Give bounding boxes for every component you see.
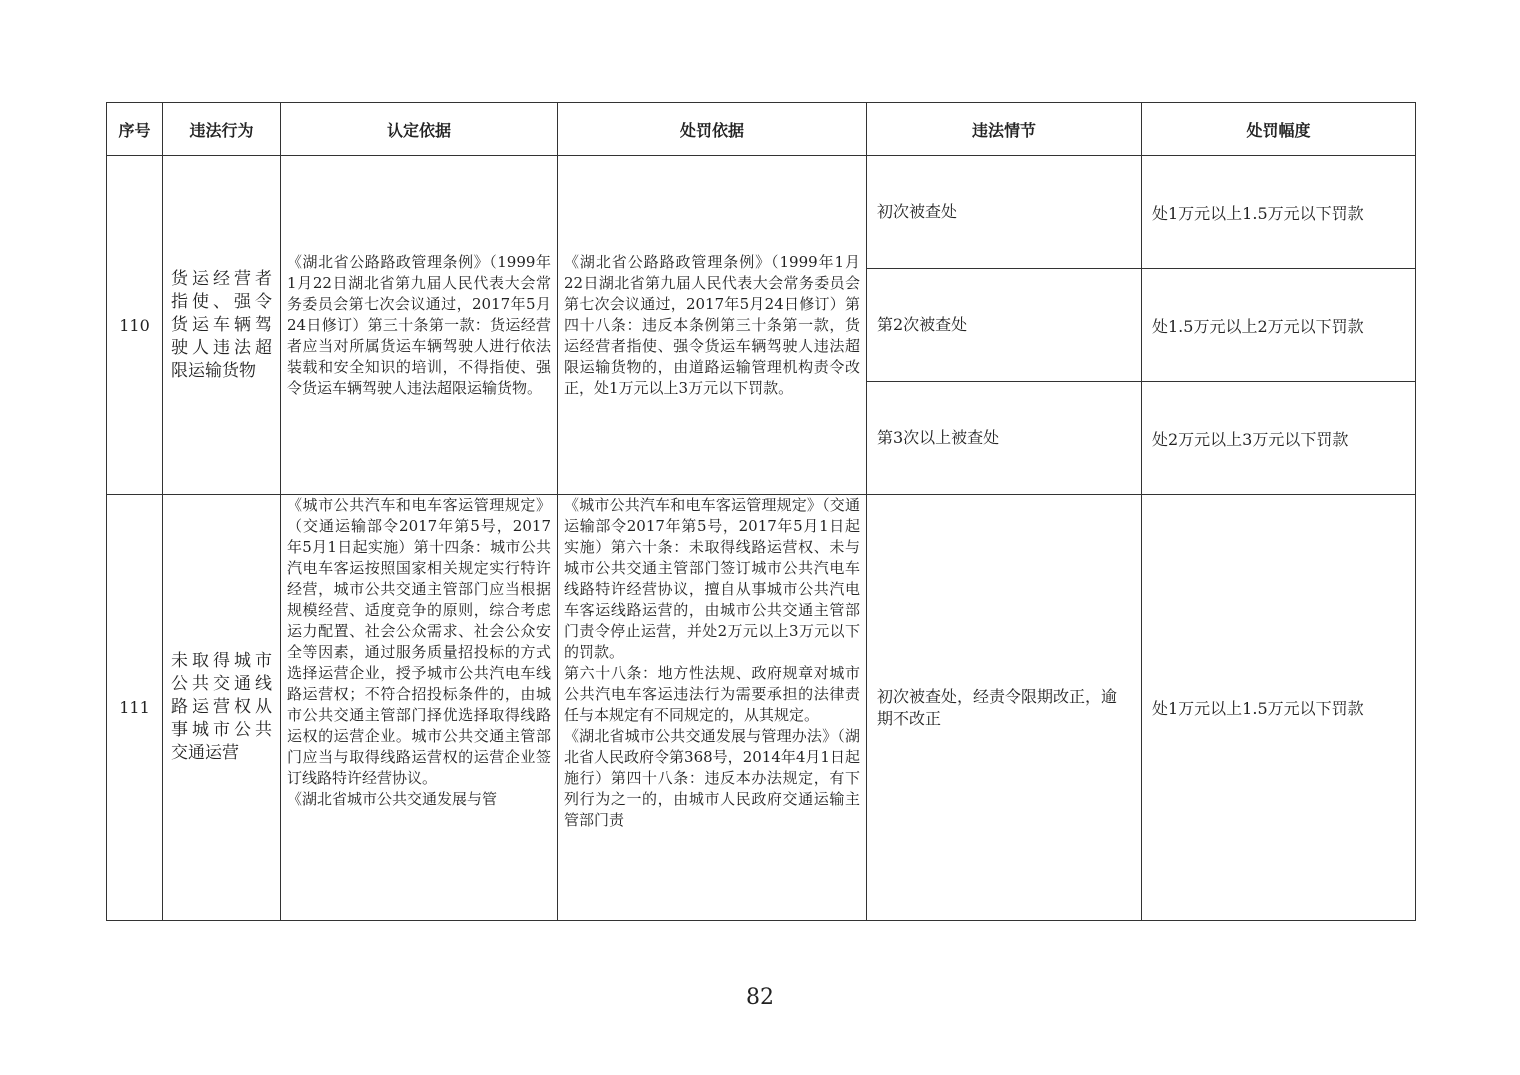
row-111-seq: 111: [107, 495, 163, 921]
header-seq: 序号: [107, 103, 163, 156]
header-act: 违法行为: [163, 103, 281, 156]
header-penalty-basis: 处罚依据: [558, 103, 867, 156]
row-111-penalty-para-3: 《湖北省城市公共交通发展与管理办法》（湖北省人民政府令第368号，2014年4月1日起施行）第四十八条：违反本办法规定，有下列行为之一的，由城市人民政府交通运输主管部门责: [564, 727, 860, 829]
row-111-basis: [281, 495, 558, 921]
penalty-table: [106, 102, 1416, 921]
row-111-circumstance-1: 初次被查处，经责令限期改正，逾期不改正: [867, 495, 1142, 921]
page-number: 82: [746, 985, 774, 1010]
table-row: [107, 495, 1416, 921]
table-row: [107, 156, 1416, 269]
row-110-range-2: 处1.5万元以上2万元以下罚款: [1142, 269, 1416, 382]
row-110-penalty-basis: 《湖北省公路路政管理条例》（1999年1月22日湖北省第九届人民代表大会常务委员会第七次会议通过，2017年5月24日修订）第四十八条：违反本条例第三十条第一款，货运经营者指使、强令货运车辆驾驶人违法超限运输货物的，由道路运输管理机构责令改正，处1万元以上3万元以下罚款。: [558, 156, 867, 495]
header-circumstance: 违法情节: [867, 103, 1142, 156]
row-110-circumstance-2: 第2次被查处: [867, 269, 1142, 382]
row-110-act: 货运经营者指使、强令货运车辆驾驶人违法超限运输货物: [163, 156, 281, 495]
row-111-basis-para-2: 《湖北省城市公共交通发展与管: [287, 790, 498, 808]
row-110-seq: 110: [107, 156, 163, 495]
row-111-penalty-para-1: 《城市公共汽车和电车客运管理规定》（交通运输部令2017年第5号，2017年5月1日起实施）第六十条：未取得线路运营权、未与城市公共交通主管部门签订城市公共汽电车线路特许经营协议，擅自从事城市公共汽电车客运线路运营的，由城市公共交通主管部门责令停止运营，并处2万元以上3万元以下的罚款。: [564, 496, 860, 661]
row-110-circumstance-3: 第3次以上被查处: [867, 382, 1142, 495]
row-110-range-1: 处1万元以上1.5万元以下罚款: [1142, 156, 1416, 269]
row-110-basis: 《湖北省公路路政管理条例》（1999年1月22日湖北省第九届人民代表大会常务委员会第七次会议通过，2017年5月24日修订）第三十条第一款：货运经营者应当对所属货运车辆驾驶人进行依法装载和安全知识的培训，不得指使、强令货运车辆驾驶人违法超限运输货物。: [281, 156, 558, 495]
row-111-range-1: 处1万元以上1.5万元以下罚款: [1142, 495, 1416, 921]
row-111-penalty-para-2: 第六十八条：地方性法规、政府规章对城市公共汽电车客运违法行为需要承担的法律责任与本规定有不同规定的，从其规定。: [564, 664, 860, 724]
header-basis: 认定依据: [281, 103, 558, 156]
header-row: [107, 103, 1416, 156]
row-110-circumstance-1: 初次被查处: [867, 156, 1142, 269]
row-110-range-3: 处2万元以上3万元以下罚款: [1142, 382, 1416, 495]
row-111-act: 未取得城市公共交通线路运营权从事城市公共交通运营: [163, 495, 281, 921]
row-111-basis-para-1: 《城市公共汽车和电车客运管理规定》（交通运输部令2017年第5号，2017年5月1日起实施）第十四条：城市公共汽电车客运按照国家相关规定实行特许经营，城市公共交通主管部门应当根据规模经营、适度竞争的原则，综合考虑运力配置、社会公众需求、社会公众安全等因素，通过服务质量招投标的方式选择运营企业，授予城市公共汽电车线路运营权；不符合招投标条件的，由城市公共交通主管部门择优选择取得线路运权的运营企业。城市公共交通主管部门应当与取得线路运营权的运营企业签订线路特许经营协议。: [287, 496, 551, 787]
row-111-penalty-basis: [558, 495, 867, 921]
header-range: 处罚幅度: [1142, 103, 1416, 156]
